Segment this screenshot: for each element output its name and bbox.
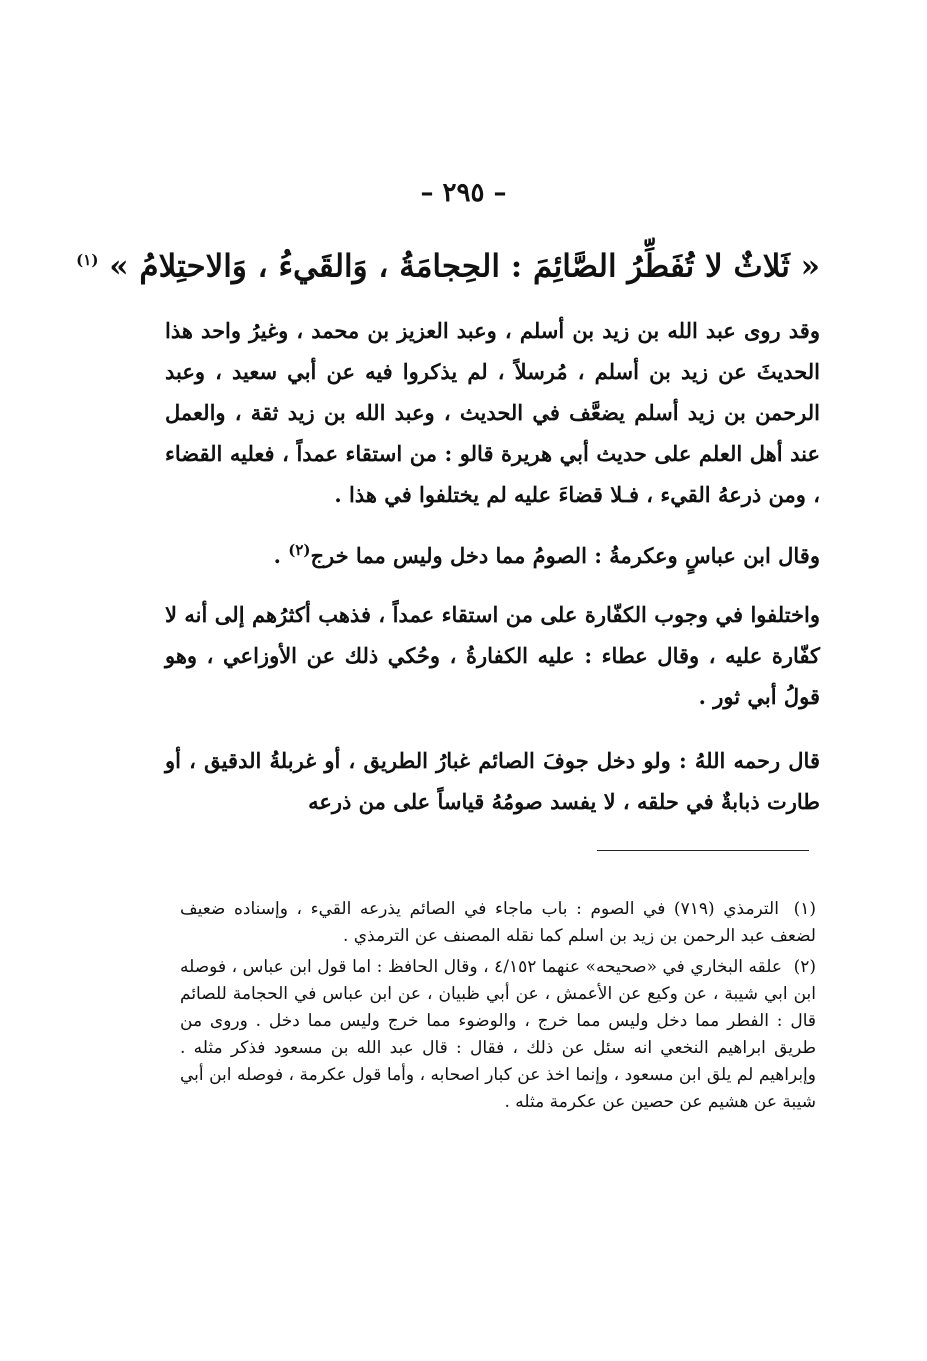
footnote-1-text: الترمذي (٧١٩) في الصوم : باب ماجاء في الصائم يذرعه القيء ، وإسناده ضعيف لضعف عبد الرحمن بن زيد بن اسلم كما نقله المصنف عن الترمذي . — [180, 899, 816, 946]
paragraph-1: وقد روى عبد الله بن زيد بن أسلم ، وعبد العزيز بن محمد ، وغيرُ واحد هذا الحديثَ عن زيد بن أسلم ، مُرسلاً ، لم يذكروا فيه عن أبي سعيد ، وعبد الرحمن بن زيد أسلم يضعَّف في الحديث ، وعبد الله بن زيد ثقة ، والعمل عند أهل العلم على حديث أبي هريرة قالو : من استقاء عمداً ، فعليه القضاء ، ومن ذرعهُ القيء ، فـلا قضاءَ عليه لم يختلفوا في هذا . — [165, 318, 820, 507]
paragraph-2-footnote-ref: (٢) — [288, 541, 311, 559]
paragraph-2-text: وقال ابن عباسٍ وعكرمةُ : الصومُ مما دخل وليس مما خرج — [310, 543, 820, 568]
paragraph-4: قال رحمه اللهُ : ولو دخل جوفَ الصائم غبارُ الطريق ، أو غربلةُ الدقيق ، أو طارت ذبابةٌ في حلقه ، لا يفسد صومُهُ قياساً على من ذرعه — [165, 748, 820, 814]
footnotes — [180, 896, 816, 1120]
paragraph-3: واختلفوا في وجوب الكفّارة على من استقاء عمداً ، فذهب أكثرُهم إلى أنه لا كفّارة عليه ، وقال عطاء : عليه الكفارةُ ، وحُكي ذلك عن الأوزاعي ، وهو قولُ أبي ثور . — [165, 602, 820, 709]
footnote-1 — [180, 896, 816, 950]
page-number: – ٢٩٥ – — [420, 178, 507, 208]
hadith-footnote-ref: (١) — [76, 251, 99, 269]
hadith-heading — [76, 238, 820, 288]
paragraph-2 — [165, 530, 820, 576]
footnote-2-text: علقه البخاري في «صحيحه» عنهما ٤/١٥٢ ، وقال الحافظ : اما قول ابن عباس ، فوصله ابن ابي شيبة ، عن وكيع عن الأعمش ، عن أبي ظبيان ، عن ابن عباس في الحجامة للصائم قال : الفطر مما دخل وليس مما خرج ، والوضوء مما خرج وليس مما دخل . وروى من طريق ابراهيم النخعي انه سئل عن ذلك ، فقال : قال عبد الله بن مسعود فذكر مثله . وإبراهيم لم يلق ابن مسعود ، وإنما اخذ عن كبار اصحابه ، وأما قول عكرمة ، فوصله ابن أبي شيبة عن هشيم عن حصين عن عكرمة مثله . — [180, 957, 816, 1112]
footnote-2-number: (٢) — [793, 957, 816, 977]
paragraph-2-end: . — [273, 543, 289, 568]
footnote-2 — [180, 954, 816, 1116]
footnote-1-number: (١) — [793, 899, 816, 919]
footnote-separator — [597, 850, 809, 851]
hadith-text: « ثَلاثٌ لا تُفَطِّرُ الصَّائِمَ : الحِجامَةُ ، وَالقَيءُ ، وَالاحتِلامُ » — [109, 248, 820, 285]
